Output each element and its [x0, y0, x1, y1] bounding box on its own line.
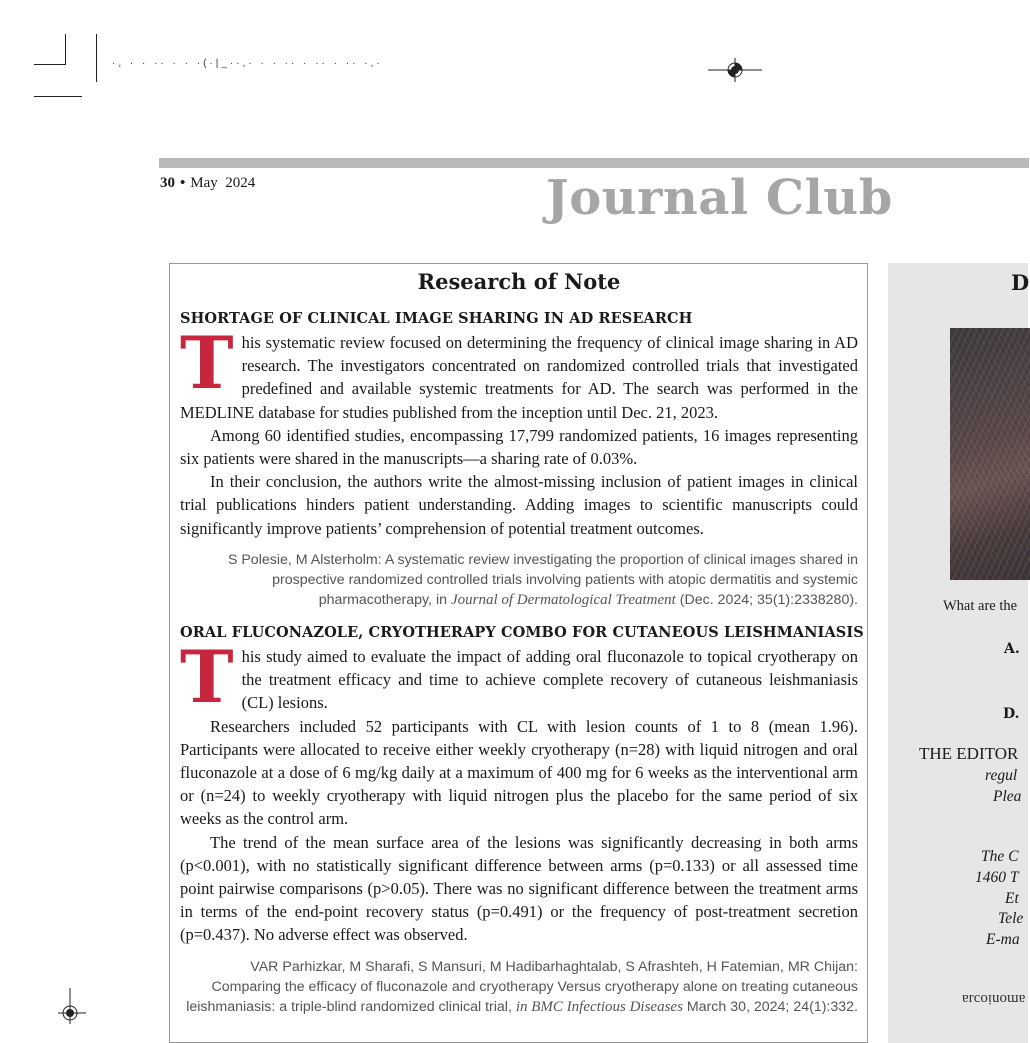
citation-authors: VAR Parhizkar, M Sharafi, S Mansuri, M Hadibarhaghtalab, S Afrashteh, H Fatemian, MR Chijan: Comparing the efficacy of fluconazole and cryotherapy Versus cryotherapy alone on treating cutaneous leishmaniasis: a triple-blind randomized clinical trial,: [186, 958, 858, 1015]
page-number: 30: [160, 175, 175, 191]
editor-text-line: regul: [985, 767, 1018, 784]
issue-date: May 2024: [190, 175, 256, 191]
article-citation: [180, 957, 858, 1017]
folio-separator: •: [180, 175, 186, 191]
sidebar-title: D: [1011, 270, 1030, 295]
registration-mark-icon: [708, 56, 762, 84]
article-fluconazole: [180, 624, 864, 1017]
article-citation: [180, 550, 858, 610]
header-rule: [159, 158, 1029, 168]
crop-mark: [34, 64, 66, 65]
drop-cap: T: [180, 320, 234, 405]
article-headline: ORAL FLUCONAZOLE, CRYOTHERAPY COMBO FOR CUTANEOUS LEISHMANIASIS: [180, 624, 864, 641]
citation-details: (Dec. 2024; 35(1):2338280).: [675, 591, 858, 608]
article-body: [180, 634, 858, 947]
answer-option-a: A.: [1004, 641, 1020, 657]
address-line: The C: [981, 848, 1019, 865]
article-paragraph: Researchers included 52 participants with CL with lesion counts of 1 to 8 (mean 1.96). Participants were allocated to receive either weekly cryotherapy (n=28) with liquid nitrogen and oral fluconazole at a dose of 6 mg/kg daily at a maximum of 400 mg for 6 weeks as the interventional arm or (n=24) to weekly cryotherapy with liquid nitrogen plus the placebo for the same period of six weeks as the control arm.: [180, 716, 858, 829]
article-image-sharing: [180, 310, 858, 610]
citation-journal: in BMC Infectious Diseases: [515, 998, 683, 1015]
drop-cap: T: [180, 634, 234, 719]
citation-authors: S Polesie, M Alsterholm: A systematic review investigating the proportion of clinical images shared in prospective randomized controlled trials involving patients with atopic dermatitis and systemic pharmacotherapy, in: [227, 551, 858, 608]
clinical-photo: [950, 328, 1030, 580]
article-body: [180, 320, 858, 540]
editor-heading: THE EDITOR: [919, 744, 1019, 763]
article-paragraph: his systematic review focused on determining the frequency of clinical image sharing in AD research. The investigators concentrated on randomized controlled trials that investigated predefined and available systemic treatments for AD. The search was performed in the MEDLINE database for studies published from the inception until Dec. 21, 2023.: [180, 333, 858, 422]
article-paragraph: The trend of the mean surface area of the lesions was significantly decreasing in both arms (p<0.001), with no statistically significant difference between arms (p=0.133) or all assessed time point pairwise comparisons (p>0.05). There was no significant difference between the treatment arms in terms of the end-point recovery status (p=0.491) or the frequency of post-treatment secretion (p=0.437). No adverse effect was observed.: [180, 832, 858, 945]
article-paragraph: In their conclusion, the authors write the almost-missing inclusion of patient images in clinical trial publications hinders patient understanding. Adding images to scientific manuscripts could significantly improve patients’ comprehension of potential treatment outcomes.: [180, 472, 858, 538]
article-paragraph: Among 60 identified studies, encompassing 17,799 randomized patients, 16 images representing six patients were shared in the manuscripts—a sharing rate of 0.03%.: [180, 425, 858, 469]
crop-mark: [65, 34, 66, 65]
address-line: E-ma: [986, 931, 1020, 948]
page-folio: [160, 175, 255, 192]
crop-mark: [34, 96, 82, 97]
article-paragraph: his study aimed to evaluate the impact of adding oral fluconazole to topical cryotherapy on the treatment efficacy and time to achieve complete recovery of cutaneous leishmaniasis (CL) lesions.: [241, 647, 858, 713]
address-line: Tele: [998, 910, 1024, 927]
box-title: Research of Note: [417, 269, 621, 294]
photo-caption: What are the: [943, 598, 1018, 614]
address-line: Et: [1005, 890, 1019, 907]
crop-mark: [96, 34, 97, 82]
address-line: 1460 T: [975, 869, 1019, 886]
article-headline: SHORTAGE OF CLINICAL IMAGE SHARING IN AD RESEARCH: [180, 310, 693, 327]
citation-journal: Journal of Dermatological Treatment: [450, 591, 676, 608]
registration-mark-icon: [58, 988, 86, 1024]
section-title: Journal Club: [546, 170, 893, 226]
citation-details: March 30, 2024; 24(1):332.: [682, 998, 858, 1015]
answer-option-d: D.: [1003, 706, 1020, 722]
upside-down-answer: amonioɔɹa: [962, 991, 1026, 1007]
editor-text-line: Plea: [993, 788, 1022, 805]
printer-slug: ·, · · ·· · · ·(·|_··,· · · ·· · ·· · ·· ·,·: [112, 58, 383, 69]
